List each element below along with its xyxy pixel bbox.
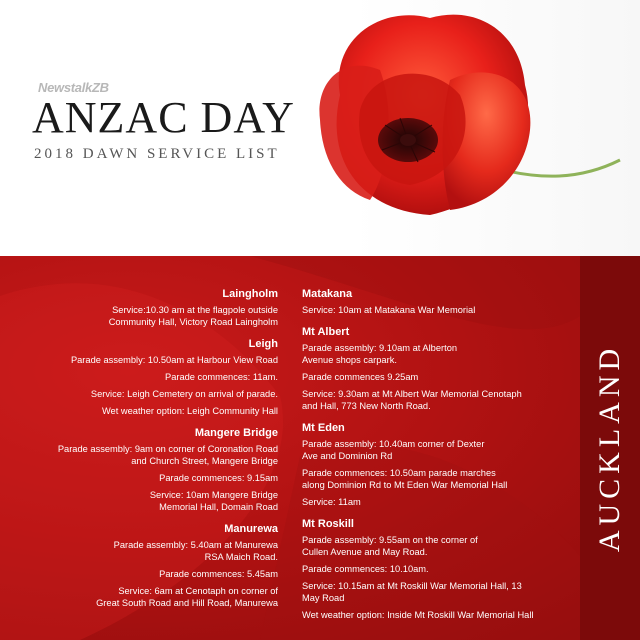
location-name: Mangere Bridge — [194, 427, 278, 439]
page-subtitle: 2018 DAWN SERVICE LIST — [34, 146, 280, 162]
location-name: Mt Roskill — [302, 518, 354, 530]
location-mt-albert — [302, 326, 574, 412]
service-line: Parade commences: 11am. — [165, 372, 278, 382]
location-name: Mt Eden — [302, 422, 345, 434]
page-title: ANZAC DAY — [32, 93, 295, 142]
location-manurewa — [20, 523, 278, 609]
location-name: Manurewa — [224, 523, 278, 535]
service-line: Service: 11am — [302, 497, 361, 507]
service-line: and Hall, 773 New North Road. — [302, 401, 431, 411]
location-matakana — [302, 288, 574, 316]
service-line: Service: Leigh Cemetery on arrival of parade. — [90, 389, 278, 399]
service-line: Parade assembly: 5.40am at Manurewa — [113, 540, 278, 550]
poppy-flower-icon — [300, 0, 640, 256]
service-line: Parade assembly: 10.50am at Harbour View Road — [70, 355, 278, 365]
left-service-column — [20, 288, 278, 614]
service-line: Avenue shops carpark. — [302, 355, 397, 365]
service-line: Great South Road and Hill Road, Manurewa — [96, 598, 278, 608]
location-name: Matakana — [302, 288, 353, 300]
location-mt-eden — [302, 422, 574, 508]
service-line: Parade commences: 9.15am — [159, 473, 278, 483]
brand-logo: NewstalkZB — [38, 80, 109, 95]
service-line: Parade commences: 10.50am parade marches — [302, 468, 496, 478]
header-banner — [0, 0, 640, 256]
location-mt-roskill — [302, 518, 574, 621]
service-line: Service: 6am at Cenotaph on corner of — [118, 586, 278, 596]
location-name: Leigh — [248, 338, 278, 350]
service-line: May Road — [302, 593, 345, 603]
location-leigh — [20, 338, 278, 417]
service-line: Parade commences 9.25am — [302, 372, 419, 382]
service-line: Wet weather option: Leigh Community Hall — [101, 406, 278, 416]
service-line: Memorial Hall, Domain Road — [159, 502, 278, 512]
service-line: Cullen Avenue and May Road. — [302, 547, 428, 557]
service-line: and Church Street, Mangere Bridge — [131, 456, 278, 466]
service-line: Parade assembly: 9.55am on the corner of — [302, 535, 478, 545]
service-line: RSA Maich Road. — [204, 552, 278, 562]
location-name: Laingholm — [222, 288, 278, 300]
service-line: Parade assembly: 9am on corner of Coronation Road — [57, 444, 278, 454]
service-line: Service: 10am Mangere Bridge — [149, 490, 278, 500]
location-laingholm — [20, 288, 278, 328]
service-line: Service: 9.30am at Mt Albert War Memorial Cenotaph — [302, 389, 522, 399]
service-line: Parade assembly: 10.40am corner of Dexter — [302, 439, 485, 449]
service-line: Service: 10am at Matakana War Memorial — [302, 305, 476, 315]
right-service-column — [302, 288, 574, 626]
location-mangere-bridge — [20, 427, 278, 513]
service-line: Parade commences: 5.45am — [159, 569, 278, 579]
service-line: Parade assembly: 9.10am at Alberton — [302, 343, 458, 353]
service-line: Wet weather option: Inside Mt Roskill War Memorial Hall — [302, 610, 534, 620]
region-label: AUCKLAND — [593, 343, 626, 553]
service-line: Ave and Dominion Rd — [302, 451, 393, 461]
service-line: along Dominion Rd to Mt Eden War Memorial Hall — [302, 480, 508, 490]
service-line: Service:10.30 am at the flagpole outside — [112, 305, 278, 315]
service-line: Parade commences: 10.10am. — [302, 564, 429, 574]
location-name: Mt Albert — [302, 326, 350, 338]
service-line: Service: 10.15am at Mt Roskill War Memorial Hall, 13 — [302, 581, 522, 591]
service-line: Community Hall, Victory Road Laingholm — [108, 317, 278, 327]
